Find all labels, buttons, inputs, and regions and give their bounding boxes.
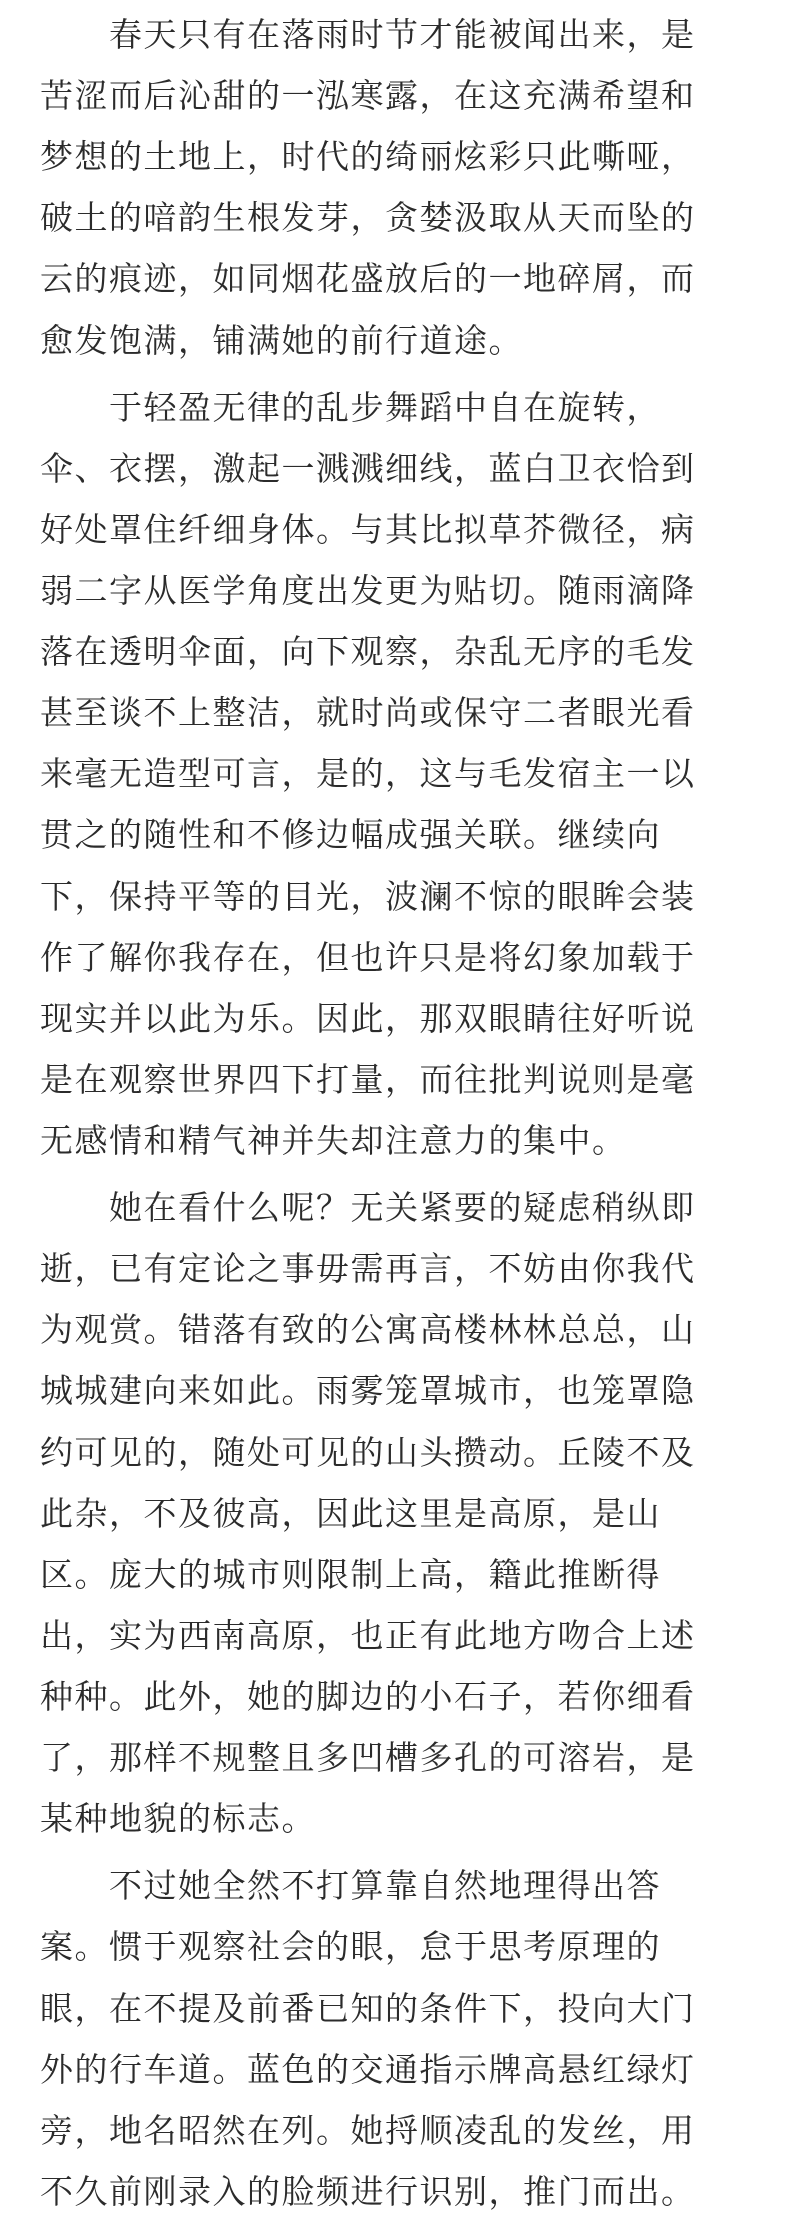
text-line: 愈发饱满，铺满她的前行道途。 — [40, 320, 523, 360]
text-line: 伞、衣摆，激起一溅溅细线，蓝白卫衣恰到 — [40, 448, 696, 488]
document-page — [40, 0, 760, 2226]
text-line: 逝，已有定论之事毋需再言，不妨由你我代 — [40, 1249, 696, 1289]
text-line: 贯之的随性和不修边幅成强关联。继续向 — [40, 815, 661, 855]
text-line: 云的痕迹，如同烟花盛放后的一地碎屑，而 — [40, 259, 696, 299]
text-line: 无感情和精气神并失却注意力的集中。 — [40, 1121, 627, 1160]
text-line: 约可见的，随处可见的山头攒动。丘陵不及 — [40, 1432, 696, 1472]
text-line: 区。庞大的城市则限制上高，籍此推断得 — [40, 1554, 661, 1594]
text-line: 不过她全然不打算靠自然地理得出答 — [40, 1866, 661, 1906]
text-line: 了，那样不规整且多凹槽多孔的可溶岩，是 — [40, 1738, 696, 1778]
text-line: 外的行车道。蓝色的交通指示牌高悬红绿灯 — [40, 2049, 696, 2089]
text-line: 春天只有在落雨时节才能被闻出来，是 — [40, 15, 696, 54]
text-line: 某种地貌的标志。 — [40, 1799, 316, 1839]
text-line: 甚至谈不上整洁，就时尚或保守二者眼光看 — [40, 693, 696, 733]
text-line: 苦涩而后沁甜的一泓寒露，在这充满希望和 — [40, 76, 696, 116]
text-line: 现实并以此为乐。因此，那双眼睛往好听说 — [40, 998, 696, 1038]
text-line: 眼，在不提及前番已知的条件下，投向大门 — [40, 1988, 696, 2028]
text-line: 为观赏。错落有致的公寓高楼林林总总，山 — [40, 1310, 696, 1350]
text-line: 案。惯于观察社会的眼，怠于思考原理的 — [40, 1927, 661, 1967]
text-line: 种种。此外，她的脚边的小石子，若你细看 — [40, 1677, 696, 1716]
text-line: 好处罩住纤细身体。与其比拟草芥微径，病 — [40, 509, 696, 549]
text-line: 弱二字从医学角度出发更为贴切。随雨滴降 — [40, 571, 696, 610]
text-line: 来毫无造型可言，是的，这与毛发宿主一以 — [40, 754, 696, 794]
text-line: 是在观察世界四下打量，而往批判说则是毫 — [40, 1059, 696, 1099]
text-line: 作了解你我存在，但也许只是将幻象加载于 — [40, 937, 696, 977]
text-line: 破土的喑韵生根发芽，贪婪汲取从天而坠的 — [40, 198, 696, 238]
text-line: 此杂，不及彼高，因此这里是高原，是山 — [40, 1493, 661, 1533]
text-line: 下，保持平等的目光，波澜不惊的眼眸会装 — [40, 876, 696, 916]
text-line: 旁，地名昭然在列。她捋顺凌乱的发丝，用 — [40, 2110, 696, 2150]
text-line: 梦想的土地上，时代的绮丽炫彩只此嘶哑， — [40, 137, 696, 177]
text-line: 她在看什么呢？无关紧要的疑虑稍纵即 — [40, 1188, 696, 1228]
text-line: 落在透明伞面，向下观察，杂乱无序的毛发 — [40, 632, 696, 672]
text-line: 不久前刚录入的脸频进行识别，推门而出。 — [40, 2171, 696, 2211]
text-line: 城城建向来如此。雨雾笼罩城市，也笼罩隐 — [40, 1371, 696, 1411]
text-line: 出，实为西南高原，也正有此地方吻合上述 — [40, 1615, 696, 1655]
text-line: 于轻盈无律的乱步舞蹈中自在旋转， — [40, 387, 661, 427]
